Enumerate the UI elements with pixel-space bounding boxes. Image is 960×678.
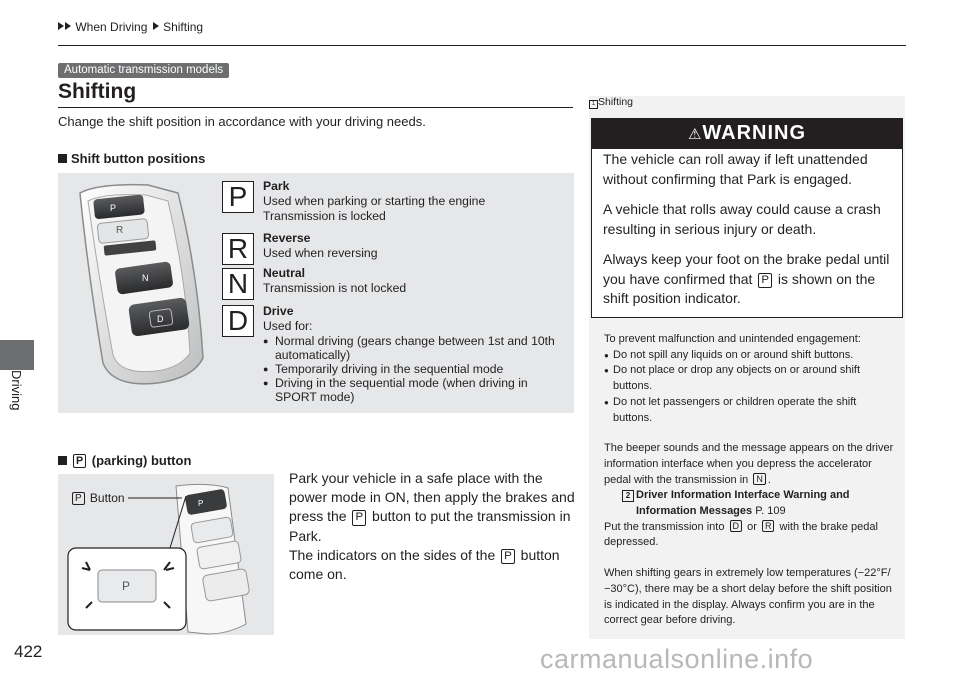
p-key-label: P bbox=[73, 454, 86, 468]
page-number: 422 bbox=[14, 642, 43, 661]
warning-text bbox=[603, 150, 896, 320]
heading-bullet-icon bbox=[58, 154, 67, 163]
warning-text-part: Always keep your foot on the brake pedal until you have confirmed that bbox=[603, 251, 890, 287]
list-item: ● Temporarily driving in the sequential mode bbox=[263, 362, 568, 376]
position-name: Reverse bbox=[263, 231, 311, 245]
intro-text: Change the shift position in accordance with your driving needs. bbox=[58, 114, 426, 129]
page-title: Shifting bbox=[58, 80, 137, 103]
position-line: Used when parking or starting the engine bbox=[263, 194, 486, 208]
position-line: Transmission is locked bbox=[263, 209, 386, 223]
position-letter-p: P bbox=[222, 181, 254, 213]
cross-reference-link[interactable] bbox=[604, 488, 896, 519]
r-key-label: R bbox=[762, 520, 775, 532]
sidebar-paragraph: The beeper sounds and the message appears on the driver information interface when you depress the accelerator pedal with the transmission in N . bbox=[604, 442, 894, 486]
warning-paragraph: A vehicle that rolls away could cause a crash resulting in serious injury or death. bbox=[603, 201, 881, 237]
list-item: ● Do not let passengers or children operate the shift buttons. bbox=[604, 395, 896, 426]
breadcrumb bbox=[58, 20, 203, 34]
positions-heading bbox=[58, 151, 205, 166]
watermark: carmanualsonline.info bbox=[540, 644, 814, 674]
chapter-label: Driving bbox=[9, 370, 24, 411]
n-key-label: N bbox=[753, 473, 766, 485]
p-button-callout bbox=[70, 491, 125, 505]
callout-text: Button bbox=[89, 491, 125, 505]
warning-label: WARNING bbox=[702, 122, 807, 144]
p-key-label: P bbox=[758, 273, 772, 288]
list-item: ● Do not spill any liquids on or around shift buttons. bbox=[604, 348, 896, 364]
position-desc-reverse bbox=[263, 231, 563, 261]
position-name: Drive bbox=[263, 304, 294, 318]
sidebar-heading-text: Shifting bbox=[598, 96, 634, 108]
p-key-label: P bbox=[501, 549, 515, 564]
list-item: ● Do not place or drop any objects on or around shift buttons. bbox=[604, 363, 896, 394]
warning-paragraph: The vehicle can roll away if left unattended without confirming that Park is engaged. bbox=[603, 151, 868, 187]
warning-text-part: is shown on the shift position indicator. bbox=[603, 270, 876, 306]
p-key-label: P bbox=[72, 492, 85, 505]
p-button-description bbox=[289, 469, 579, 584]
p-button-heading-text: (parking) button bbox=[91, 453, 192, 468]
warning-paragraph bbox=[603, 250, 896, 309]
breadcrumb-item[interactable]: When Driving bbox=[75, 20, 148, 34]
breadcrumb-arrow-icon bbox=[153, 22, 159, 30]
svg-text:N: N bbox=[142, 273, 149, 283]
list-item: ● Driving in the sequential mode (when driving in SPORT mode) bbox=[263, 376, 568, 404]
position-name: Neutral bbox=[263, 266, 305, 280]
sidebar-body bbox=[604, 332, 896, 629]
heading-bullet-icon bbox=[58, 456, 67, 465]
reference-page[interactable]: P. 109 bbox=[755, 505, 786, 518]
position-line: Transmission is not locked bbox=[263, 281, 407, 295]
svg-text:R: R bbox=[116, 225, 124, 236]
svg-text:D: D bbox=[157, 314, 164, 324]
note-icon: 1 bbox=[589, 100, 598, 109]
p-button-text: Park your vehicle in a safe place with the power mode in ON, then apply the brakes and press the bbox=[289, 470, 575, 525]
sidebar-text: Put the transmission into bbox=[604, 520, 725, 533]
reference-arrow-icon: 2 bbox=[622, 490, 634, 502]
sidebar-text: The beeper sounds and the message appears on the driver information interface when you depress the accelerator pedal with the transmission in bbox=[604, 442, 894, 486]
malfunction-list bbox=[604, 348, 896, 427]
sidebar-paragraph bbox=[604, 520, 896, 551]
model-tag: Automatic transmission models bbox=[58, 63, 229, 78]
sidebar-paragraph: To prevent malfunction and unintended engagement: bbox=[604, 333, 861, 345]
warning-icon: ⚠ bbox=[687, 126, 703, 143]
reference-title[interactable]: Driver Information Interface Warning and Information Messages bbox=[636, 489, 850, 518]
header-rule bbox=[58, 45, 906, 46]
p-button-heading bbox=[58, 453, 191, 468]
svg-text:P: P bbox=[110, 203, 117, 213]
sidebar-text: with the brake pedal depressed. bbox=[604, 520, 878, 549]
position-letter-r: R bbox=[222, 233, 254, 265]
position-name: Park bbox=[263, 179, 290, 193]
position-desc-neutral bbox=[263, 266, 563, 296]
position-line: Used for: bbox=[263, 319, 313, 333]
position-desc-drive bbox=[263, 304, 568, 404]
position-letter-n: N bbox=[222, 268, 254, 300]
p-button-text: button come on. bbox=[289, 546, 560, 583]
position-desc-park bbox=[263, 179, 563, 224]
chapter-tab bbox=[0, 340, 34, 370]
d-key-label: D bbox=[730, 520, 743, 532]
sidebar-heading bbox=[589, 96, 633, 109]
position-letter-d: D bbox=[222, 305, 254, 337]
position-line: Used when reversing bbox=[263, 246, 378, 260]
p-button-text: The indicators on the sides of the bbox=[289, 546, 496, 563]
p-button-panel bbox=[58, 474, 274, 635]
sidebar-paragraph: When shifting gears in extremely low temperatures (−22°F/−30°C), there may be a short delay before the shift position is indicated in the display. Always confirm you are in the correct gear before driving. bbox=[604, 567, 892, 627]
svg-text:P: P bbox=[122, 579, 131, 593]
warning-header bbox=[591, 118, 903, 149]
p-key-label: P bbox=[352, 510, 366, 525]
list-item: ● Normal driving (gears change between 1st and 10th automatically) bbox=[263, 334, 568, 362]
breadcrumb-arrow-icon bbox=[65, 22, 71, 30]
svg-text:P: P bbox=[198, 499, 204, 508]
sidebar-text: or bbox=[747, 520, 757, 533]
drive-bullets bbox=[263, 334, 568, 404]
breadcrumb-item[interactable]: Shifting bbox=[163, 20, 204, 34]
p-button-text: button to put the transmission in Park. bbox=[289, 508, 571, 544]
title-rule bbox=[58, 107, 573, 108]
breadcrumb-arrow-icon bbox=[58, 22, 64, 30]
positions-heading-text: Shift button positions bbox=[71, 151, 206, 166]
